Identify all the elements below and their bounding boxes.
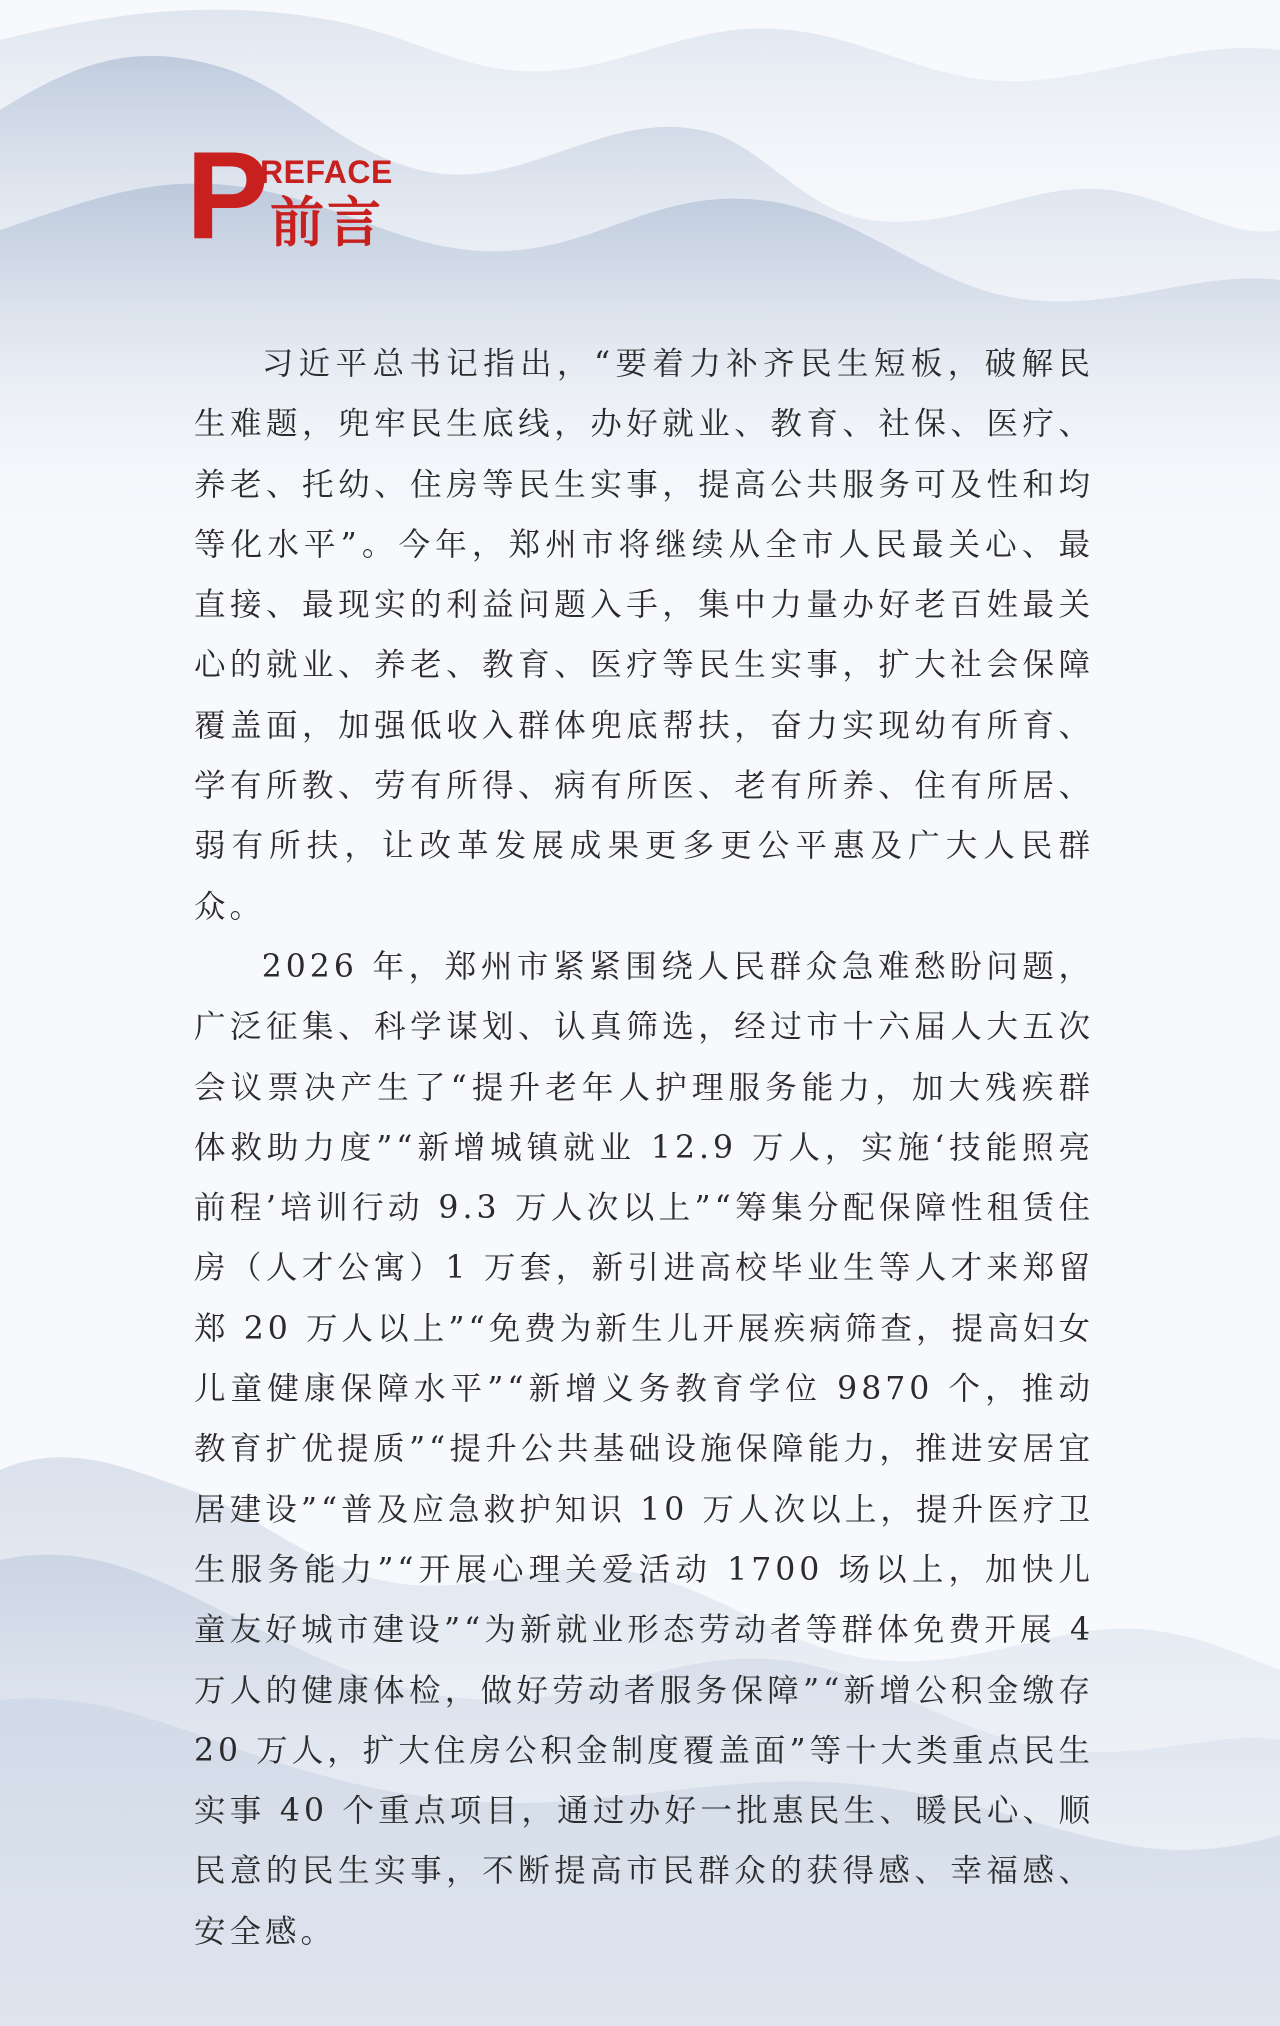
preface-header — [186, 127, 426, 265]
body-paragraph-2: 2026 年，郑州市紧紧围绕人民群众急难愁盼问题，广泛征集、科学谋划、认真筛选，经过市十六届人大五次会议票决产生了“提升老年人护理服务能力，加大残疾群体救助力度”“新增城镇就业 12.9 万人，实施‘技能照亮前程’培训行动 9.3 万人次以上”“筹集分配保障性租赁住房（人才公寓）1 万套，新引进高校毕业生等人才来郑留郑 20 万人以上”“免费为新生儿开展疾病筛查，提高妇女儿童健康保障水平”“新增义务教育学位 9870 个，推动教育扩优提质”“提升公共基础设施保障能力，推进安居宜居建设”“普及应急救护知识 10 万人次以上，提升医疗卫生服务能力”“开展心理关爱活动 1700 场以上，加快儿童友好城市建设”“为新就业形态劳动者等群体免费开展 4 万人的健康体检，做好劳动者服务保障”“新增公积金缴存 20 万人，扩大住房公积金制度覆盖面”等十大类重点民生实事 40 个重点项目，通过办好一批惠民生、暖民心、顺民意的民生实事，不断提高市民群众的获得感、幸福感、安全感。 — [194, 948, 1094, 1950]
preface-body — [194, 334, 1094, 1962]
preface-big-letter: P — [186, 127, 267, 265]
body-paragraph-1: 习近平总书记指出，“要着力补齐民生短板，破解民生难题，兜牢民生底线，办好就业、教育、社保、医疗、养老、托幼、住房等民生实事，提高公共服务可及性和均等化水平”。今年，郑州市将继续从全市人民最关心、最直接、最现实的利益问题入手，集中力量办好老百姓最关心的就业、养老、教育、医疗等民生实事，扩大社会保障覆盖面，加强低收入群体兜底帮扶，奋力实现幼有所育、学有所教、劳有所得、病有所医、老有所养、住有所居、弱有所扶，让改革发展成果更多更公平惠及广大人民群众。 — [194, 346, 1094, 925]
preface-chinese-title: 前言 — [270, 191, 384, 254]
preface-english-title: REFACE — [260, 154, 393, 190]
